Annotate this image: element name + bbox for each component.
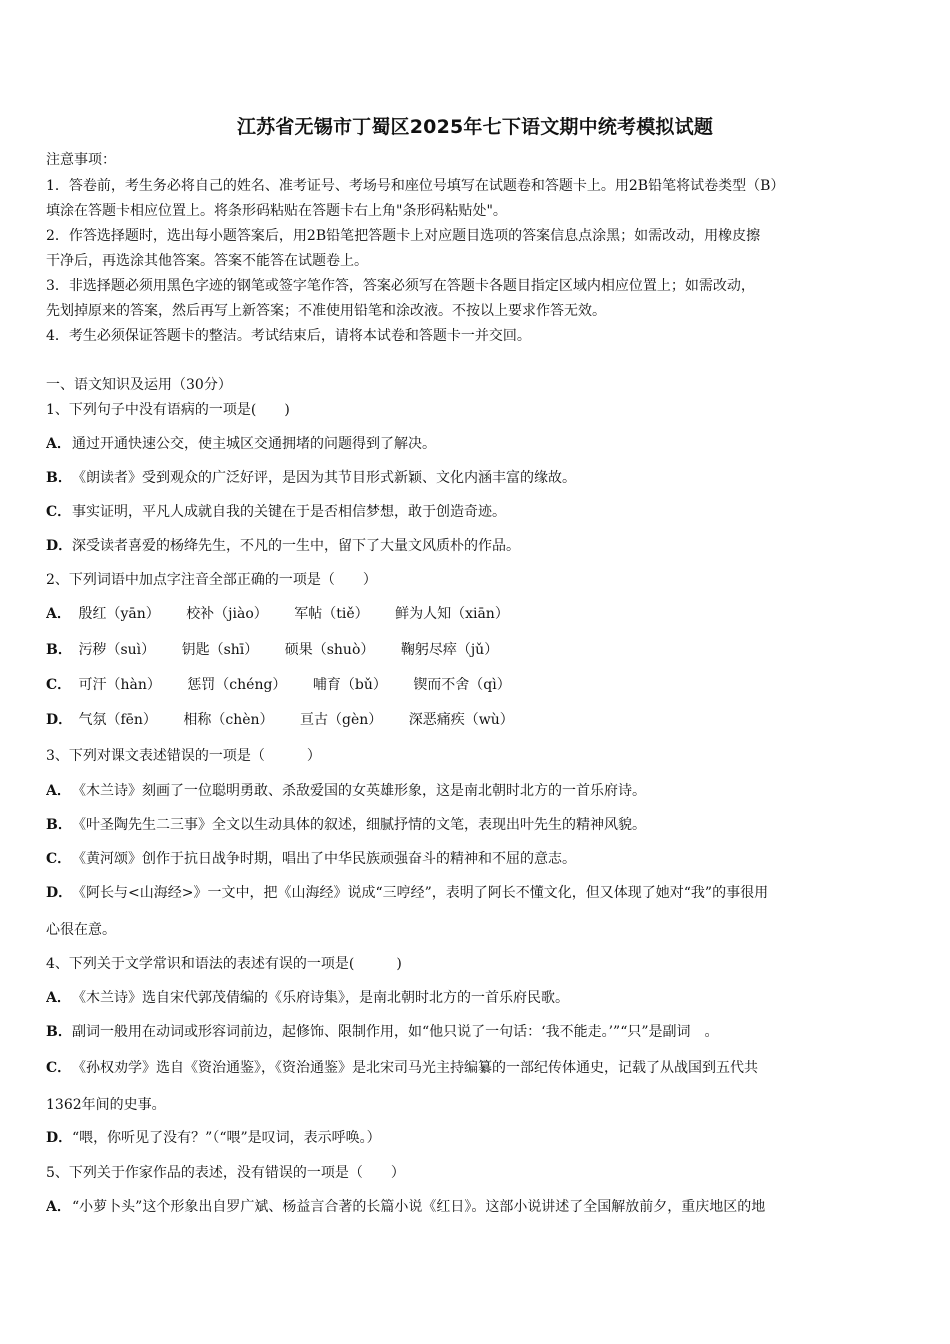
question-5-option-a: [46, 1197, 908, 1217]
option-letter: B．: [46, 1024, 72, 1040]
pinyin-word: 钥匙（shī）: [181, 642, 259, 658]
option-letter: C．: [46, 851, 72, 867]
notice-line: 4．考生必须保证答题卡的整洁。考试结束后，请将本试卷和答题卡一并交回。: [46, 328, 531, 344]
pinyin-word: 惩罚（chéng）: [187, 677, 287, 693]
question-3-option-d: [46, 883, 908, 903]
question-3-option-a: [46, 781, 908, 801]
option-text: 《阿长与<山海经>》一文中，把《山海经》说成“三哼经”，表明了阿长不懂文化，但又体现了她对“我”的事很用: [72, 885, 769, 901]
notice-heading: 注意事项：: [46, 152, 116, 168]
question-3-option-c: [46, 849, 908, 869]
option-text: 通过开通快速公交，使主城区交通拥堵的问题得到了解决。: [72, 436, 436, 452]
option-letter: C．: [46, 677, 72, 693]
question-3-option-b: [46, 815, 908, 835]
section-heading: 一、语文知识及运用（30分）: [46, 377, 232, 393]
question-3-option-d-continuation: 心很在意。: [46, 922, 116, 938]
notice-line: 1．答卷前，考生务必将自己的姓名、准考证号、考场号和座位号填写在试题卷和答题卡上。用2B铅笔将试卷类型（B）: [46, 178, 785, 194]
option-text: 副词一般用在动词或形容词前边，起修饰、限制作用，如“他只说了一句话：‘我不能走。’”“只”是副词 。: [72, 1024, 719, 1040]
pinyin-word: 可汗（hàn）: [78, 677, 161, 693]
pinyin-word: 鲜为人知（xiān）: [395, 606, 509, 622]
pinyin-word: 亘古（gèn）: [300, 712, 383, 728]
question-2-stem: 2、下列词语中加点字注音全部正确的一项是（ ）: [46, 572, 377, 588]
pinyin-word: 哺育（bǔ）: [312, 677, 387, 693]
question-3-stem: 3、下列对课文表述错误的一项是（ ）: [46, 748, 321, 764]
pinyin-word: 深恶痛疾（wù）: [408, 712, 514, 728]
question-4-option-b: [46, 1022, 908, 1042]
page-title: 江苏省无锡市丁蜀区2025年七下语文期中统考模拟试题: [236, 116, 714, 138]
pinyin-word: 鞠躬尽瘁（jǔ）: [400, 642, 499, 658]
option-letter: D．: [46, 538, 73, 554]
question-1-option-b: [46, 468, 908, 488]
question-1-option-c: [46, 502, 908, 522]
question-4-stem: 4、下列关于文学常识和语法的表述有误的一项是( ): [46, 956, 402, 972]
option-text: “喂，你听见了没有？”（“喂”是叹词，表示呼唤。）: [72, 1130, 381, 1146]
question-4-option-d: [46, 1128, 908, 1148]
option-letter: A．: [46, 783, 71, 799]
option-text: 《朗读者》受到观众的广泛好评，是因为其节目形式新颖、文化内涵丰富的缘故。: [72, 470, 576, 486]
pinyin-word: 军帖（tiě）: [294, 606, 369, 622]
option-text: 《孙权劝学》选自《资治通鉴》，《资治通鉴》是北宋司马光主持编纂的一部纪传体通史，记载了从战国到五代共: [72, 1060, 758, 1076]
notice-line: 先划掉原来的答案，然后再写上新答案；不准使用铅笔和涂改液。不按以上要求作答无效。: [46, 303, 606, 319]
question-4-option-a: [46, 988, 908, 1008]
option-letter: A．: [46, 606, 71, 622]
pinyin-word: 校补（jiào）: [186, 606, 268, 622]
pinyin-word: 锲而不舍（qì）: [413, 677, 511, 693]
notice-line: 3．非选择题必须用黑色字迹的钢笔或签字笔作答，答案必须写在答题卡各题目指定区域内相应位置上；如需改动，: [46, 278, 755, 294]
pinyin-word: 气氛（fēn）: [78, 712, 157, 728]
option-letter: D．: [46, 885, 73, 901]
option-text: 《木兰诗》选自宋代郭茂倩编的《乐府诗集》，是南北朝时北方的一首乐府民歌。: [72, 990, 569, 1006]
option-text: 《叶圣陶先生二三事》全文以生动具体的叙述，细腻抒情的文笔，表现出叶先生的精神风貌。: [72, 817, 646, 833]
pinyin-word: 硕果（shuò）: [284, 642, 375, 658]
option-letter: C．: [46, 1060, 72, 1076]
question-4-option-c-continuation: 1362年间的史事。: [46, 1097, 166, 1113]
question-1-stem: 1、下列句子中没有语病的一项是( ): [46, 402, 290, 418]
option-letter: C．: [46, 504, 72, 520]
option-text: 事实证明，平凡人成就自我的关键在于是否相信梦想，敢于创造奇迹。: [72, 504, 506, 520]
notice-line: 填涂在答题卡相应位置上。将条形码粘贴在答题卡右上角"条形码粘贴处"。: [46, 203, 507, 219]
question-2-option-a: [46, 604, 908, 624]
question-2-option-d: [46, 710, 908, 730]
notice-line: 2．作答选择题时，选出每小题答案后，用2B铅笔把答题卡上对应题目选项的答案信息点涂黑；如需改动，用橡皮擦: [46, 228, 761, 244]
pinyin-word: 殷红（yān）: [78, 606, 160, 622]
question-1-option-a: [46, 434, 908, 454]
option-letter: B．: [46, 817, 72, 833]
option-letter: A．: [46, 1199, 71, 1215]
option-text: 《黄河颂》创作于抗日战争时期，唱出了中华民族顽强奋斗的精神和不屈的意志。: [72, 851, 576, 867]
option-letter: B．: [46, 642, 72, 658]
option-text: 《木兰诗》刻画了一位聪明勇敢、杀敌爱国的女英雄形象，这是南北朝时北方的一首乐府诗。: [72, 783, 646, 799]
option-text: 深受读者喜爱的杨绛先生，不凡的一生中，留下了大量文风质朴的作品。: [72, 538, 520, 554]
question-2-option-b: [46, 640, 908, 660]
option-letter: A．: [46, 990, 71, 1006]
notice-line: 干净后，再选涂其他答案。答案不能答在试题卷上。: [46, 253, 368, 269]
option-letter: D．: [46, 1130, 73, 1146]
option-letter: D．: [46, 712, 73, 728]
option-text: “小萝卜头”这个形象出自罗广斌、杨益言合著的长篇小说《红日》。这部小说讲述了全国解放前夕，重庆地区的地: [72, 1199, 766, 1215]
question-1-option-d: [46, 536, 908, 556]
option-letter: A．: [46, 436, 71, 452]
pinyin-word: 相称（chèn）: [183, 712, 274, 728]
question-5-stem: 5、下列关于作家作品的表述，没有错误的一项是（ ）: [46, 1165, 405, 1181]
pinyin-word: 污秽（suì）: [78, 642, 156, 658]
option-letter: B．: [46, 470, 72, 486]
question-4-option-c: [46, 1058, 908, 1078]
question-2-option-c: [46, 675, 908, 695]
